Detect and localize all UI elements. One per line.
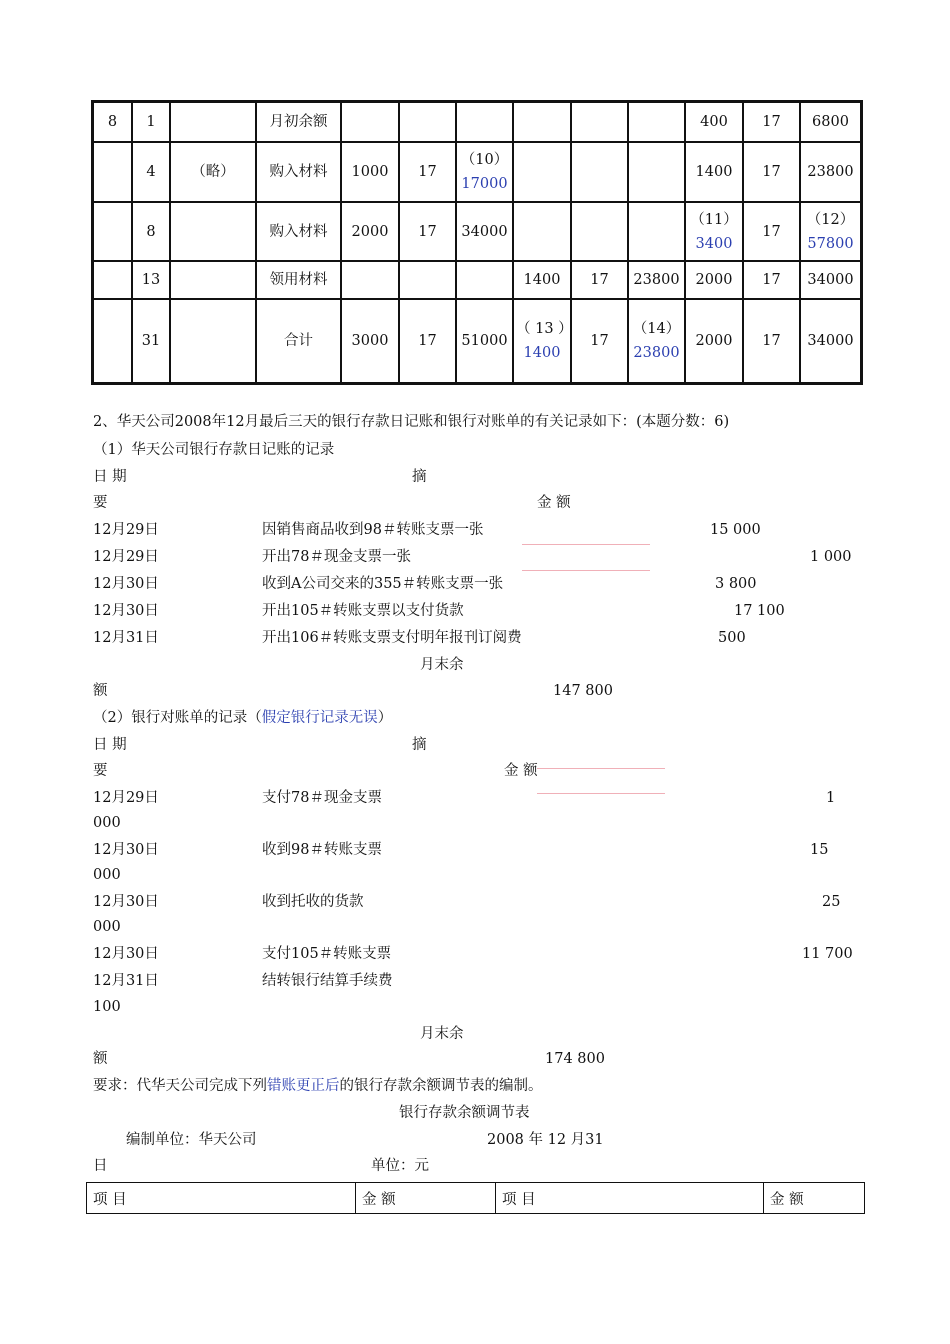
cell-bal-amount-value: 6800	[812, 114, 849, 130]
bank-month-end-label-a: 月末余	[420, 1026, 464, 1042]
journal-amount: 17 100	[734, 603, 785, 619]
journal-desc: 收到A公司交来的355＃转账支票一张	[262, 576, 504, 592]
cell-bal-amount-label: （12）	[806, 211, 855, 228]
cell-bal-qty-value: 1400	[695, 164, 733, 180]
reconciliation-table-title: 银行存款余额调节表	[399, 1105, 530, 1121]
cell-bal-amount	[800, 202, 861, 261]
part-2-title: （2）银行对账单的记录（假定银行记录无误）	[93, 710, 393, 726]
journal-date: 12月30日	[93, 576, 159, 592]
bank-date: 12月31日	[93, 973, 159, 989]
bank-desc: 结转银行结算手续费	[262, 973, 393, 989]
journal-header-summary-a: 摘	[412, 469, 427, 485]
journal-amount: 500	[718, 630, 746, 646]
cell-day: 13	[132, 261, 170, 299]
cell-out-amount-label: （14）	[632, 321, 681, 337]
cell-bal-amount-value: 34000	[807, 333, 854, 349]
cell-in-qty	[341, 102, 399, 142]
cell-out-price: 17	[571, 299, 628, 383]
bank-desc: 支付78＃现金支票	[262, 790, 382, 806]
cell-bal-price: 17	[743, 202, 800, 261]
cell-voucher	[170, 202, 256, 261]
ledger-row	[93, 299, 861, 383]
journal-desc: 开出78＃现金支票一张	[262, 549, 411, 565]
bank-amount-a: 25	[822, 894, 841, 910]
question-2-title: 2、华天公司2008年12月最后三天的银行存款日记账和银行对账单的有关记录如下：(本题分数：6)	[93, 414, 730, 430]
bank-desc: 收到托收的货款	[262, 894, 364, 910]
cell-voucher	[170, 261, 256, 299]
cell-month	[93, 202, 132, 261]
cell-in-amount-value: 34000	[461, 223, 508, 240]
materials-ledger-table	[91, 100, 863, 385]
journal-header-date: 日 期	[93, 469, 127, 485]
bank-date: 12月30日	[93, 946, 159, 962]
bank-amount-a: 15	[810, 842, 829, 858]
bank-month-end-label-b: 额	[93, 1051, 108, 1067]
bank-date: 12月30日	[93, 894, 159, 910]
cell-bal-qty-value: 400	[700, 114, 728, 130]
cell-in-price	[399, 261, 456, 299]
cell-in-amount-label: （10）	[460, 152, 509, 168]
cell-bal-qty-value: 2000	[695, 272, 733, 288]
journal-date: 12月29日	[93, 522, 159, 538]
cell-bal-qty	[685, 142, 743, 202]
cell-bal-price: 17	[743, 299, 800, 383]
cell-bal-qty-value: 3400	[695, 235, 733, 252]
reconciliation-table	[86, 1182, 865, 1214]
cell-bal-qty-value: 2000	[695, 333, 733, 349]
bank-desc: 收到98＃转账支票	[262, 842, 382, 858]
journal-desc: 开出105＃转账支票以支付货款	[262, 603, 464, 619]
cell-out-qty	[513, 299, 571, 383]
ledger-row	[93, 261, 861, 299]
journal-header-amount: 金 额	[537, 495, 571, 511]
journal-month-end-label-b: 额	[93, 683, 108, 699]
cell-out-qty-value: 1400	[523, 345, 561, 361]
cell-summary: 购入材料	[256, 202, 341, 261]
cell-in-qty	[341, 261, 399, 299]
cell-month	[93, 261, 132, 299]
ledger-row	[93, 142, 861, 202]
journal-desc: 开出106＃转账支票支付明年报刊订阅费	[262, 630, 522, 646]
cell-voucher	[170, 102, 256, 142]
bank-amount-b: 000	[93, 867, 121, 883]
cell-bal-amount	[800, 142, 861, 202]
cell-bal-amount-value: 57800	[807, 235, 854, 252]
bank-date: 12月29日	[93, 790, 159, 806]
cell-in-amount	[456, 102, 513, 142]
requirement-text: 要求：代华天公司完成下列错账更正后的银行存款余额调节表的编制。	[93, 1078, 543, 1094]
cell-month: 8	[93, 102, 132, 142]
recon-header-amount: 金 额	[356, 1183, 496, 1214]
journal-month-end-label-a: 月末余	[420, 657, 464, 673]
cell-out-qty	[513, 142, 571, 202]
cell-bal-qty-label: （11）	[690, 211, 738, 228]
cell-in-amount	[456, 142, 513, 202]
cell-in-amount	[456, 202, 513, 261]
ledger-row	[93, 202, 861, 261]
cell-day: 8	[132, 202, 170, 261]
cell-out-qty	[513, 202, 571, 261]
cell-in-price: 17	[399, 299, 456, 383]
journal-date: 12月29日	[93, 549, 159, 565]
cell-bal-qty	[685, 102, 743, 142]
bank-amount-a: 1	[826, 790, 836, 806]
bank-amount-b: 000	[93, 815, 121, 831]
bank-date: 12月30日	[93, 842, 159, 858]
cell-bal-price: 17	[743, 102, 800, 142]
cell-out-amount-value: 23800	[633, 272, 680, 288]
journal-desc: 因销售商品收到98＃转账支票一张	[262, 522, 484, 538]
cell-bal-amount	[800, 299, 861, 383]
currency-unit: 单位：元	[371, 1158, 429, 1174]
statement-date-day: 日	[93, 1158, 108, 1174]
recon-header-item: 项 目	[87, 1183, 356, 1214]
cell-month	[93, 142, 132, 202]
cell-out-amount	[628, 102, 685, 142]
journal-month-end-balance: 147 800	[553, 683, 613, 699]
cell-day: 1	[132, 102, 170, 142]
bank-month-end-balance: 174 800	[545, 1051, 605, 1067]
preparing-unit: 编制单位：华天公司	[126, 1132, 257, 1148]
cell-out-amount	[628, 299, 685, 383]
ledger-row	[93, 102, 861, 142]
cell-day: 4	[132, 142, 170, 202]
cell-in-price: 17	[399, 202, 456, 261]
cell-in-amount-value: 51000	[461, 333, 508, 349]
statement-date: 2008 年 12 月31	[487, 1132, 604, 1148]
cell-bal-amount-value: 23800	[807, 164, 854, 180]
cell-voucher: （略）	[170, 142, 256, 202]
cell-out-qty	[513, 102, 571, 142]
cell-bal-price: 17	[743, 261, 800, 299]
cell-out-amount	[628, 202, 685, 261]
cell-in-amount	[456, 261, 513, 299]
cell-bal-price: 17	[743, 142, 800, 202]
cell-out-qty-value: 1400	[523, 272, 561, 288]
recon-header-item: 项 目	[496, 1183, 764, 1214]
cell-day: 31	[132, 299, 170, 383]
cell-bal-qty	[685, 299, 743, 383]
journal-date: 12月31日	[93, 630, 159, 646]
cell-out-qty	[513, 261, 571, 299]
bank-amount-b: 000	[93, 919, 121, 935]
cell-in-qty: 1000	[341, 142, 399, 202]
cell-in-amount-value: 17000	[461, 176, 508, 192]
cell-bal-amount	[800, 261, 861, 299]
reconciliation-header-row	[87, 1183, 865, 1214]
bank-header-summary-b: 要	[93, 763, 108, 779]
journal-amount: 15 000	[710, 522, 761, 538]
cell-in-price	[399, 102, 456, 142]
cell-in-price: 17	[399, 142, 456, 202]
cell-month	[93, 299, 132, 383]
cell-bal-amount-value: 34000	[807, 272, 854, 288]
journal-amount: 1 000	[810, 549, 852, 565]
cell-bal-amount	[800, 102, 861, 142]
cell-in-qty: 3000	[341, 299, 399, 383]
cell-voucher	[170, 299, 256, 383]
cell-summary: 领用材料	[256, 261, 341, 299]
cell-out-amount	[628, 261, 685, 299]
part-1-title: （1）华天公司银行存款日记账的记录	[93, 442, 335, 458]
cell-bal-qty	[685, 261, 743, 299]
bank-amount-b: 100	[93, 999, 121, 1015]
cell-out-amount	[628, 142, 685, 202]
cell-summary: 合计	[256, 299, 341, 383]
bank-desc: 支付105＃转账支票	[262, 946, 392, 962]
cell-bal-qty	[685, 202, 743, 261]
cell-out-price: 17	[571, 261, 628, 299]
cell-out-qty-label: （ 13 ）	[516, 321, 573, 337]
journal-date: 12月30日	[93, 603, 159, 619]
journal-header-summary-b: 要	[93, 495, 108, 511]
recon-header-amount: 金 额	[764, 1183, 865, 1214]
cell-out-amount-value: 23800	[633, 345, 680, 361]
cell-summary: 购入材料	[256, 142, 341, 202]
cell-in-qty: 2000	[341, 202, 399, 261]
bank-header-date: 日 期	[93, 737, 127, 753]
bank-header-amount: 金 额	[504, 763, 538, 779]
cell-out-price	[571, 102, 628, 142]
journal-amount: 3 800	[715, 576, 757, 592]
bank-header-summary-a: 摘	[412, 737, 427, 753]
cell-out-price	[571, 142, 628, 202]
cell-summary: 月初余额	[256, 102, 341, 142]
bank-amount-a: 11 700	[802, 946, 853, 962]
cell-out-price	[571, 202, 628, 261]
cell-in-amount	[456, 299, 513, 383]
